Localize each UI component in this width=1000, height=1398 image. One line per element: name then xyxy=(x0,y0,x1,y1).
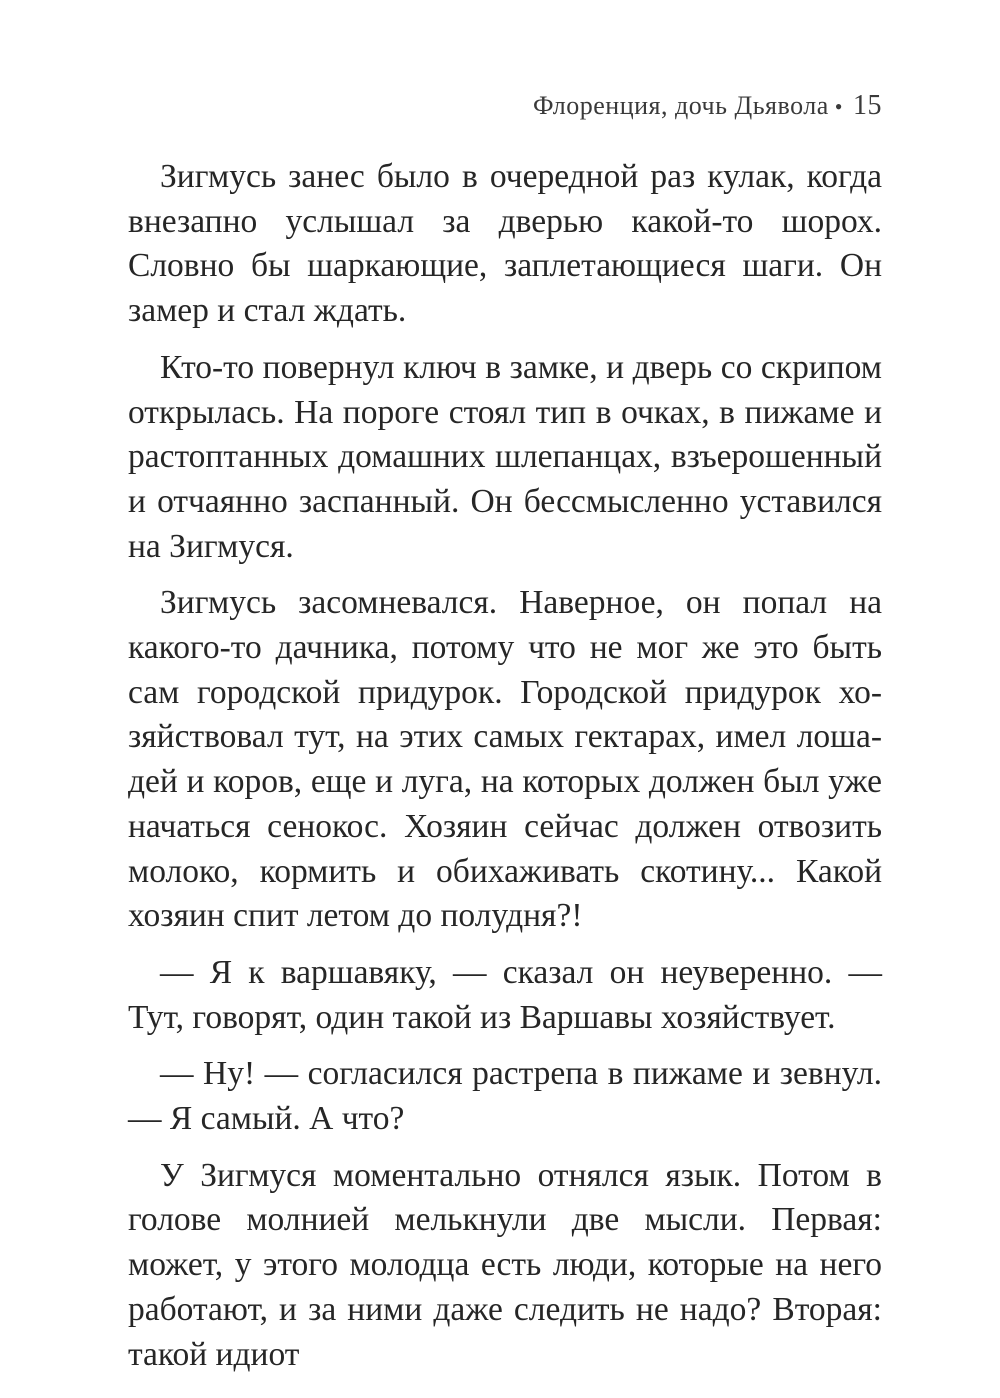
paragraph: — Ну! — согласился растрепа в пижаме и зевнул. — Я самый. А что? xyxy=(128,1055,882,1138)
paragraph: У Зигмуся моментально отнялся язык. Потом в голове молнией мелькнули две мысли. Первая: может, у этого молодца есть люди, которые на него работают, и за ними даже следить не надо? Вторая: такой идиот xyxy=(128,1156,882,1373)
paragraph: Кто-то повернул ключ в замке, и дверь со скрипом открылась. На пороге стоял тип в очках, в пижаме и растоптанных домашних шлепанцах, взъерошенный и отчаянно заспанный. Он бессмысленно уставился на Зигмуся. xyxy=(128,348,882,565)
page-number: 15 xyxy=(853,90,882,121)
header-bullet: • xyxy=(834,94,843,119)
body-text xyxy=(128,155,882,1389)
paragraph: — Я к варшавяку, — сказал он неуверенно. — Тут, говорят, один такой из Варшавы хозяйствует. xyxy=(128,953,882,1036)
running-title: Флоренция, дочь Дьявола xyxy=(533,91,829,120)
paragraph: Зигмусь засомневался. Наверное, он попал на какого-то дачника, потому что не мог же это быть сам городской придурок. Городской придурок хозяйствовал тут, на этих самых гектарах, имел лошадей и коров, еще и луга, на которых должен был уже начаться сенокос. Хозяин сейчас должен отвозить молоко, кормить и обихаживать скотину... Какой хозяин спит летом до полудня?! xyxy=(128,584,882,935)
running-head xyxy=(533,90,882,122)
paragraph: Зигмусь занес было в очередной раз кулак, когда внезапно услышал за дверью какой-то шорох. Словно бы шаркающие, заплетающиеся шаги. Он замер и стал ждать. xyxy=(128,158,882,330)
